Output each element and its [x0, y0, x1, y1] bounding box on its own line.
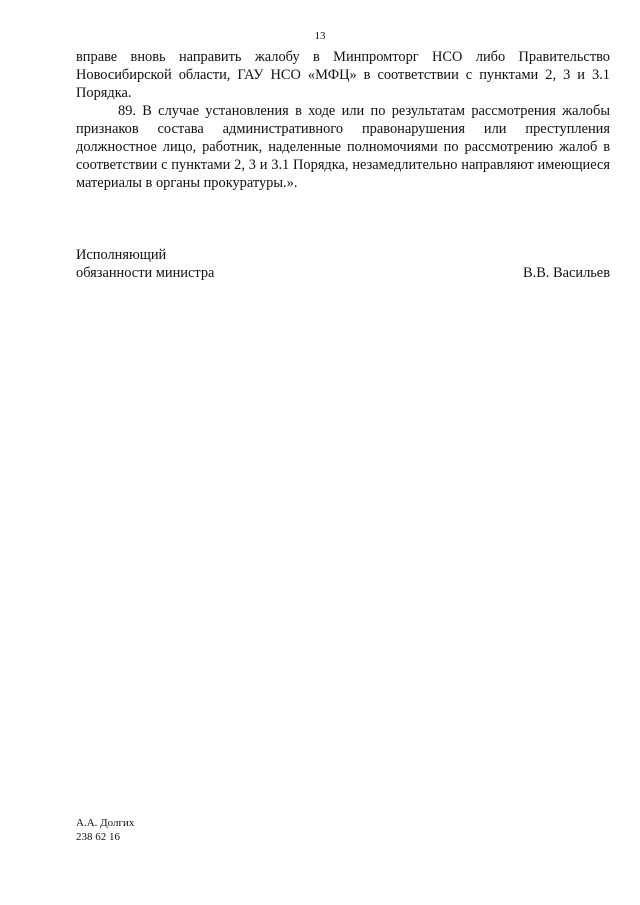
executor-name: А.А. Долгих: [76, 817, 135, 829]
paragraph-continuation: вправе вновь направить жалобу в Минпромторг НСО либо Правительство Новосибирской области, ГАУ НСО «МФЦ» в соответствии с пунктами 2, 3 и 3.1 Порядка.: [76, 49, 610, 101]
signature-row: [76, 264, 610, 282]
page-number: 13: [314, 30, 326, 42]
signature-block: [76, 246, 610, 282]
executor-footer: [76, 816, 134, 844]
signatory-title-line2: обязанности министра: [76, 265, 215, 281]
signatory-title-line1: Исполняющий: [76, 247, 167, 263]
signatory-name: В.В. Васильев: [523, 265, 610, 281]
executor-phone: 238 62 16: [76, 831, 120, 843]
body-text: [76, 48, 610, 192]
paragraph-89: 89. В случае установления в ходе или по результатам рассмотрения жалобы признаков состава административного правонарушения или преступления должностное лицо, работник, наделенные полномочиями по рассмотрению жалоб в соответствии с пунктами 2, 3 и 3.1 Порядка, незамедлительно направляют имеющиеся материалы в органы прокуратуры.».: [76, 103, 610, 191]
